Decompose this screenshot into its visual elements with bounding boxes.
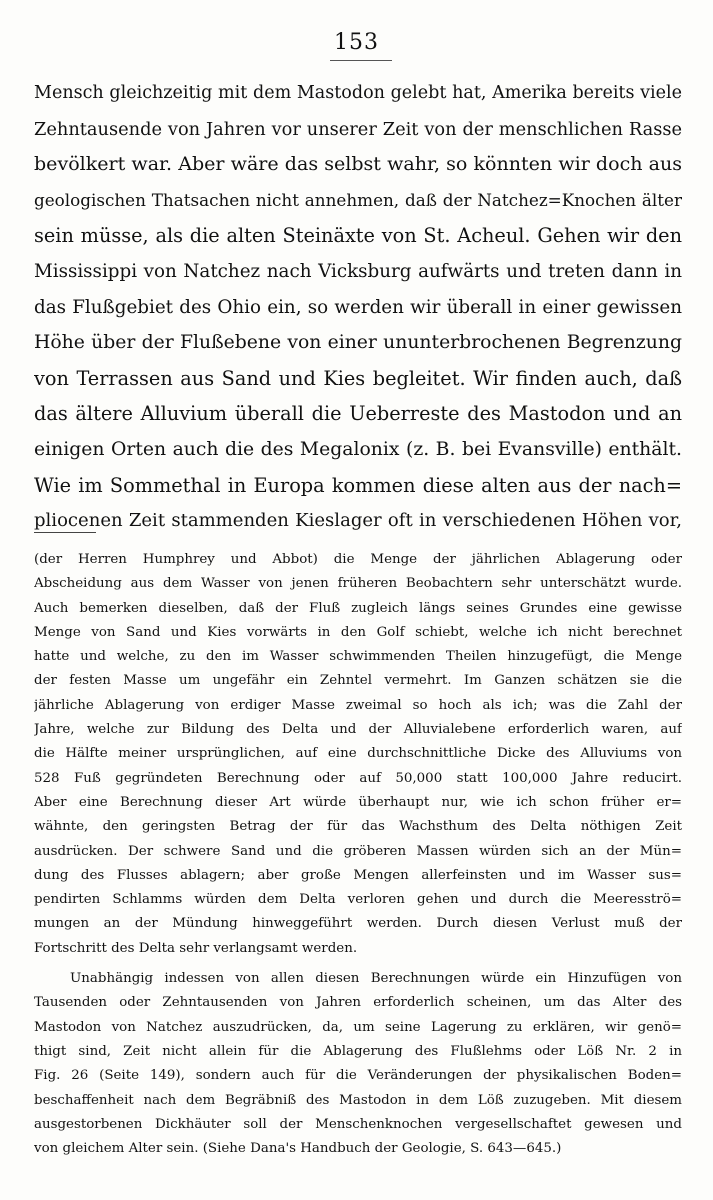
footnote-line: pendirten Schlamms würden dem Delta verloren gehen und durch die Meeresströ=: [34, 892, 682, 908]
footnote-block: [34, 548, 682, 1161]
footnote-line: dung des Flusses ablagern; aber große Mengen allerfeinsten und im Wasser sus=: [34, 867, 682, 883]
footnote-line: mungen an der Mündung hinweggeführt werden. Durch diesen Verlust muß der: [34, 916, 682, 932]
main-text-block: [34, 76, 682, 539]
main-text-line: einigen Orten auch die des Megalonix (z. B. bei Evansville) enthält.: [34, 438, 682, 460]
footnote-line: von gleichem Alter sein. (Siehe Dana's Handbuch der Geologie, S. 643—645.): [34, 1141, 562, 1157]
main-text-line: bevölkert war. Aber wäre das selbst wahr, so könnten wir doch aus: [34, 153, 682, 176]
footnote-line: jährliche Ablagerung von erdiger Masse zweimal so hoch als ich; was die Zahl der: [34, 697, 682, 713]
footnote-line: (der Herren Humphrey und Abbot) die Menge der jährlichen Ablagerung oder: [34, 552, 682, 567]
footnote-line: Fig. 26 (Seite 149), sondern auch für die Veränderungen der physikalischen Boden=: [34, 1068, 682, 1084]
main-text-line: Mensch gleichzeitig mit dem Mastodon gelebt hat, Amerika bereits viele: [34, 83, 682, 103]
main-text-line: Wie im Sommethal in Europa kommen diese alten aus der nach=: [34, 473, 682, 497]
page-number: 153: [334, 30, 379, 55]
footnote-rule: [34, 532, 96, 533]
header-rule: [330, 60, 392, 61]
main-text-line: geologischen Thatsachen nicht annehmen, daß der Natchez=Knochen älter: [34, 189, 682, 210]
footnote-line: wähnte, den geringsten Betrag der für das Wachsthum des Delta nöthigen Zeit: [34, 819, 682, 835]
main-text-line: Zehntausende von Jahren vor unserer Zeit von der menschlichen Rasse: [34, 118, 682, 140]
footnote-line: ausdrücken. Der schwere Sand und die gröberen Massen würden sich an der Mün=: [34, 843, 682, 859]
footnote-line: Mastodon von Natchez auszudrücken, da, um seine Lagerung zu erklären, wir genö=: [34, 1019, 682, 1035]
main-text-line: pliocenen Zeit stammenden Kieslager oft in verschiedenen Höhen vor,: [34, 510, 682, 532]
footnote-line: die Hälfte meiner ursprünglichen, auf eine durchschnittliche Dicke des Alluviums von: [34, 746, 682, 762]
footnote-line: Auch bemerken dieselben, daß der Fluß zugleich längs seines Grundes eine gewisse: [34, 600, 682, 616]
main-text-line: das Flußgebiet des Ohio ein, so werden wir überall in einer gewissen: [34, 296, 682, 318]
footnote-line: ausgestorbenen Dickhäuter soll der Menschenknochen vergesellschaftet gewesen und: [34, 1116, 682, 1132]
footnote-line: Menge von Sand und Kies vorwärts in den Golf schiebt, welche ich nicht berechnet: [34, 624, 682, 640]
footnote-line: 528 Fuß gegründeten Berechnung oder auf 50,000 statt 100,000 Jahre reducirt.: [34, 770, 682, 786]
footnote-line: Jahre, welche zur Bildung des Delta und der Alluvialebene erforderlich waren, auf: [34, 722, 682, 738]
footnote-line: Aber eine Berechnung dieser Art würde überhaupt nur, wie ich schon früher er=: [34, 794, 682, 810]
footnote-line: thigt sind, Zeit nicht allein für die Ablagerung des Flußlehms oder Löß Nr. 2 in: [34, 1043, 682, 1059]
footnote-paragraph-start: Unabhängig indessen von allen diesen Berechnungen würde ein Hinzufügen von: [70, 971, 682, 987]
footnote-line: Fortschritt des Delta sehr verlangsamt werden.: [34, 940, 358, 956]
footnote-line: der festen Masse um ungefähr ein Zehntel vermehrt. Im Ganzen schätzen sie die: [34, 673, 682, 689]
main-text-line: Mississippi von Natchez nach Vicksburg aufwärts und treten dann in: [34, 260, 682, 282]
main-text-line: das ältere Alluvium überall die Ueberreste des Mastodon und an: [34, 402, 682, 426]
main-text-line: sein müsse, als die alten Steinäxte von St. Acheul. Gehen wir den: [34, 224, 682, 248]
footnote-line: hatte und welche, zu den im Wasser schwimmenden Theilen hinzugefügt, die Menge: [34, 649, 682, 665]
main-text-line: Höhe über der Flußebene von einer ununterbrochenen Begrenzung: [34, 332, 682, 354]
footnote-line: beschaffenheit nach dem Begräbniß des Mastodon in dem Löß zuzugeben. Mit diesem: [34, 1092, 682, 1108]
footnote-line: Abscheidung aus dem Wasser von jenen früheren Beobachtern sehr unterschätzt wurde.: [34, 576, 682, 592]
main-text-line: von Terrassen aus Sand und Kies begleitet. Wir finden auch, daß: [34, 366, 682, 390]
footnote-line: Tausenden oder Zehntausenden von Jahren erforderlich scheinen, um das Alter des: [34, 995, 682, 1011]
